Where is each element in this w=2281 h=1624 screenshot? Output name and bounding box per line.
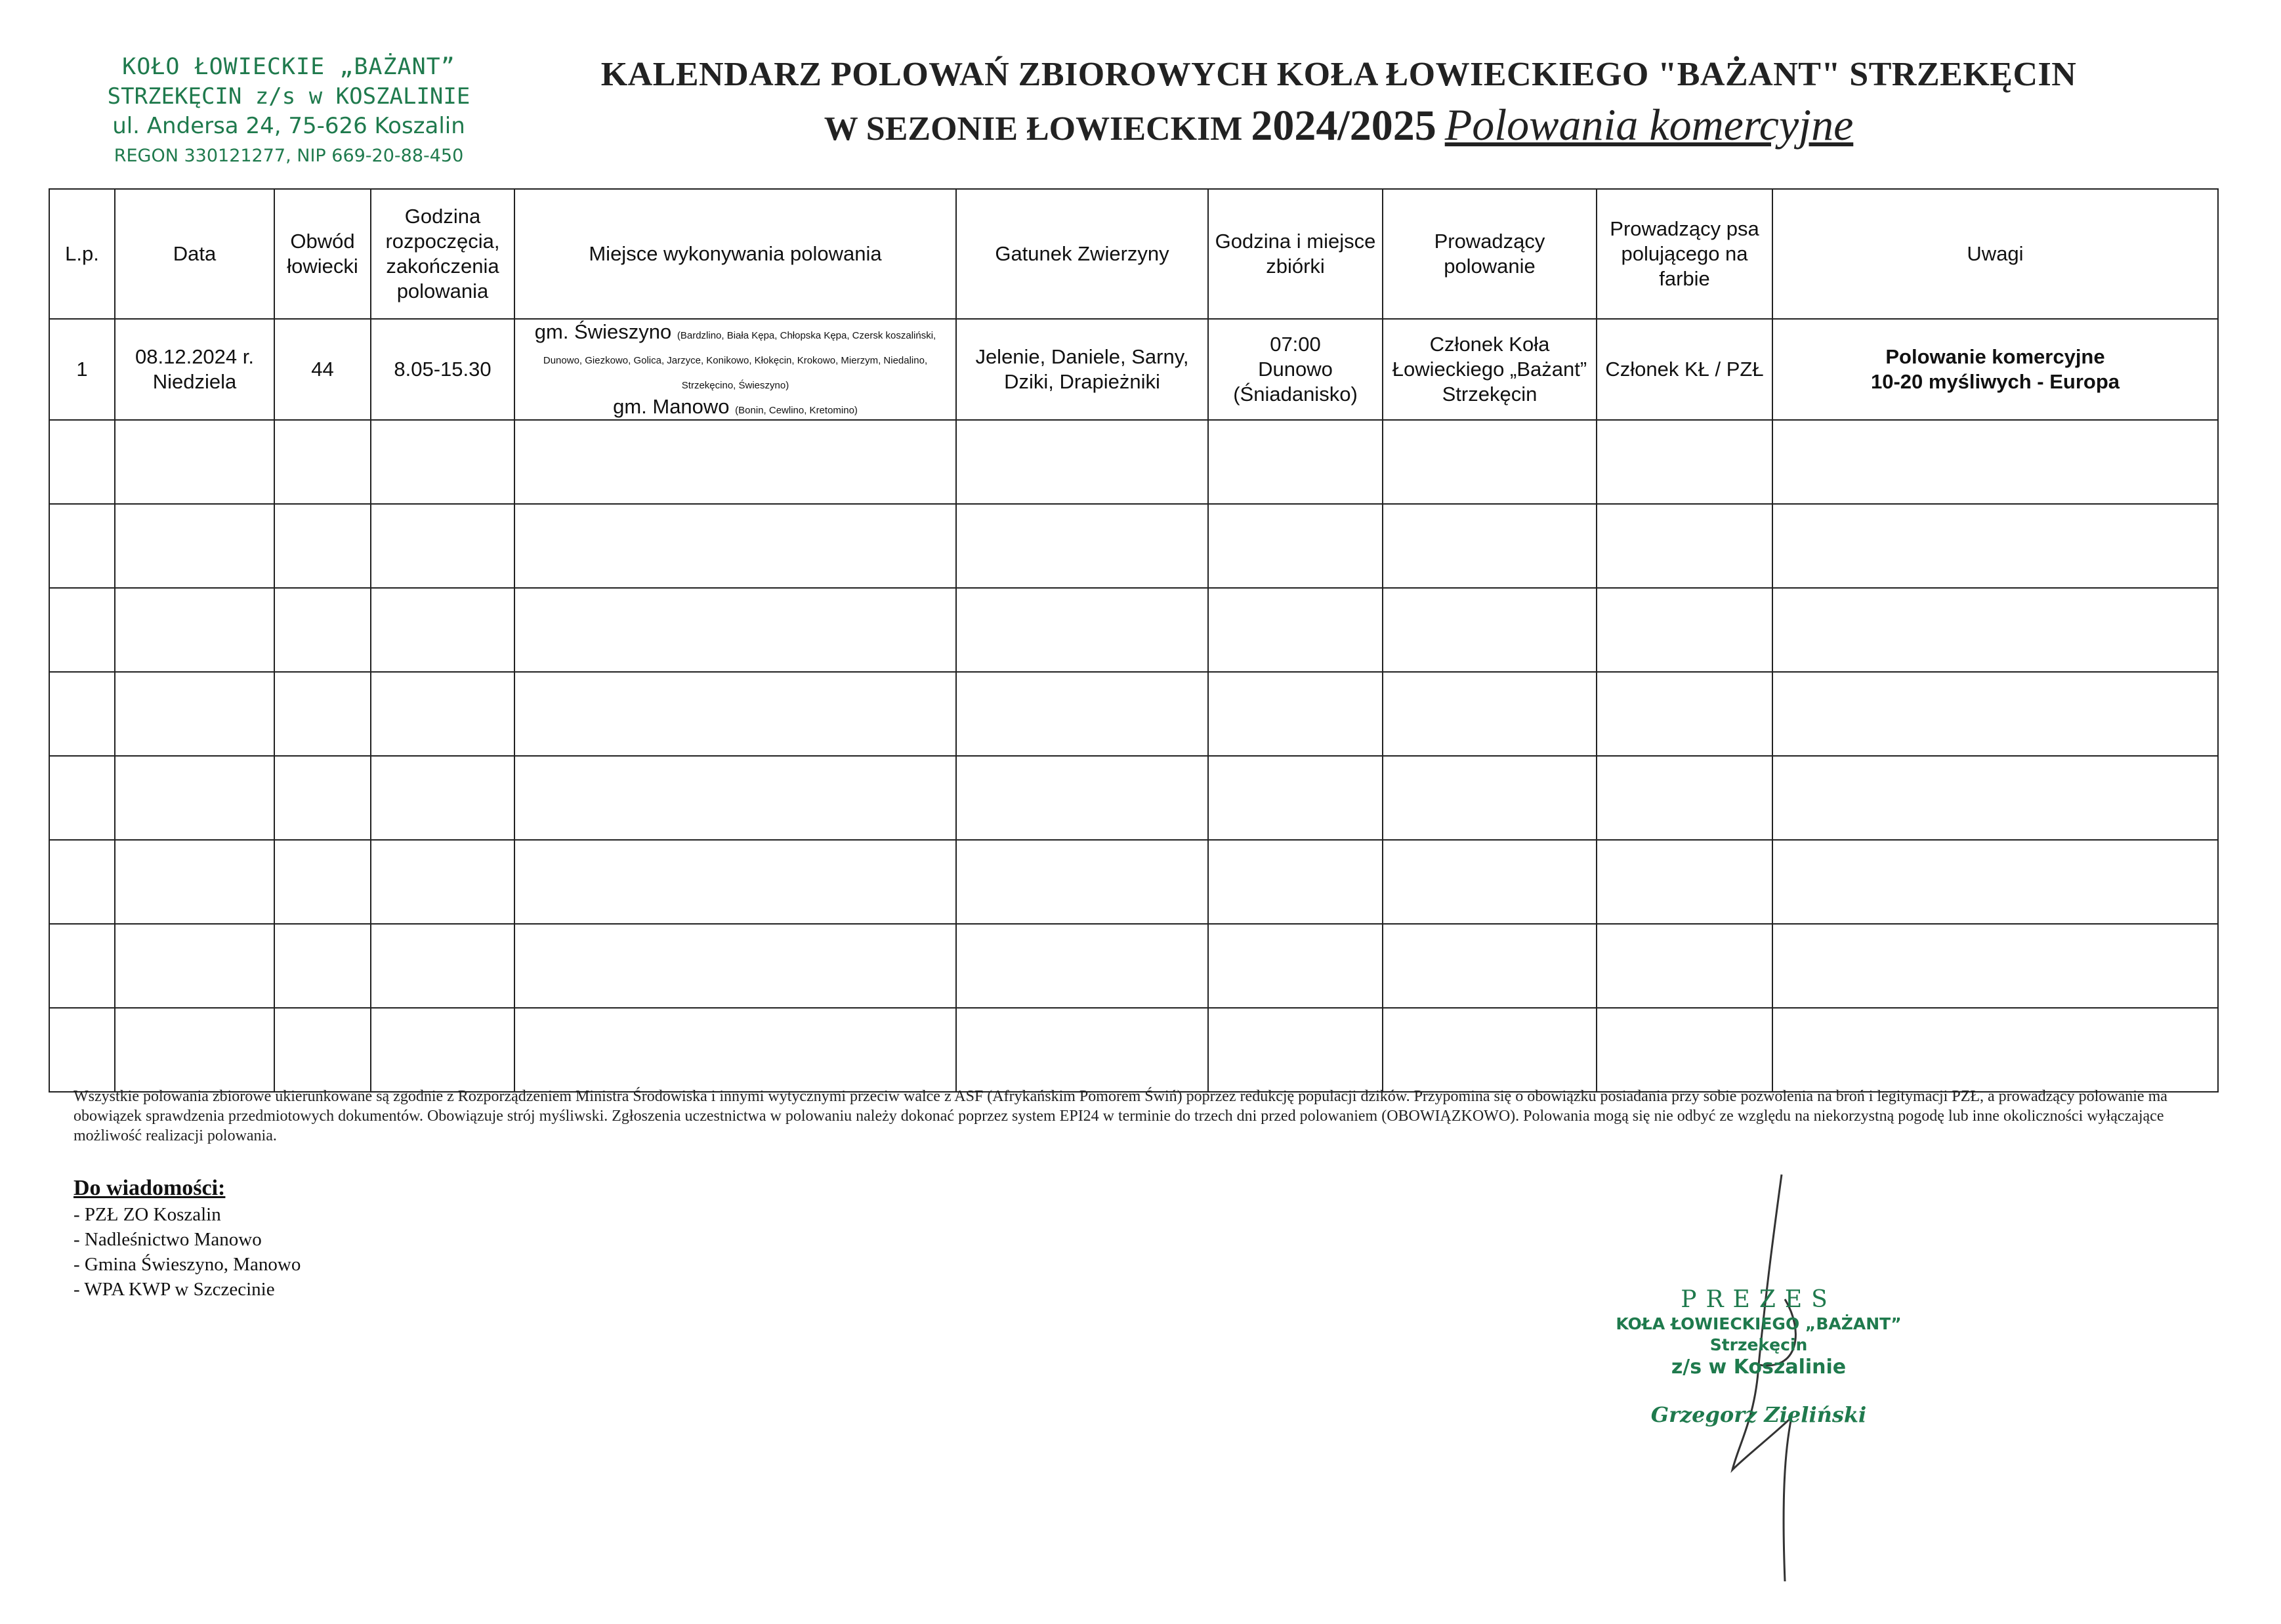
empty-cell (274, 672, 371, 756)
club-stamp (98, 52, 479, 171)
empty-cell (371, 588, 514, 672)
place-gmina-2: gm. Manowo (613, 395, 730, 418)
empty-cell (371, 756, 514, 840)
stamp-org: KOŁA ŁOWIECKIEGO „BAŻANT” Strzekęcin (1616, 1314, 1902, 1354)
stamp-title: PREZES (1681, 1286, 1837, 1313)
header-dog-handler: Prowadzący psa polującego na farbie (1597, 189, 1772, 319)
empty-cell (49, 924, 115, 1008)
empty-cell (956, 504, 1208, 588)
empty-cell (514, 588, 956, 672)
table-row-empty (49, 504, 2218, 588)
empty-cell (514, 924, 956, 1008)
empty-cell (1208, 672, 1383, 756)
empty-cell (1383, 1008, 1597, 1092)
empty-cell (956, 1008, 1208, 1092)
stamp-org-seat: z/s w Koszalinie (1671, 1356, 1847, 1379)
empty-cell (49, 756, 115, 840)
empty-cell (1208, 1008, 1383, 1092)
empty-cell (1383, 756, 1597, 840)
meeting-place: Dunowo (Śniadanisko) (1233, 358, 1358, 406)
empty-cell (956, 924, 1208, 1008)
empty-cell (1597, 1008, 1772, 1092)
header-remarks: Uwagi (1772, 189, 2218, 319)
cell-hours: 8.05-15.30 (371, 319, 514, 420)
empty-cell (115, 924, 274, 1008)
empty-cell (1208, 924, 1383, 1008)
day-value: Niedziela (152, 370, 237, 393)
meeting-time: 07:00 (1270, 333, 1321, 356)
table-row-empty (49, 1008, 2218, 1092)
distribution-item: - PZŁ ZO Koszalin (73, 1204, 221, 1225)
table-row (49, 319, 2218, 420)
empty-cell (115, 588, 274, 672)
empty-cell (115, 1008, 274, 1092)
empty-cell (1208, 588, 1383, 672)
empty-cell (49, 1008, 115, 1092)
empty-cell (1597, 756, 1772, 840)
empty-cell (1383, 924, 1597, 1008)
cell-species: Jelenie, Daniele, Sarny, Dziki, Drapieżniki (956, 319, 1208, 420)
header-place: Miejsce wykonywania polowania (514, 189, 956, 319)
empty-cell (514, 840, 956, 924)
place-gmina-2-villages: (Bonin, Cewlino, Kretomino) (735, 405, 858, 416)
empty-cell (514, 672, 956, 756)
empty-cell (1597, 504, 1772, 588)
notes-paragraph: Wszystkie polowania zbiorowe ukierunkowane są zgodnie z Rozporządzeniem Ministra Środowiska i innymi wytycznymi przeciw walce z ASF (Afrykańskim Pomorem Świń) poprzez redukcję populacji dzików. Przypomina się o obowiązku posiadania przy sobie pozwolenia na broń i legitymacji PZŁ, a prowadzący polowanie ma obowiązek sprawdzenia przedmiotowych dokumentów. Obowiązuje strój myśliwski. Zgłoszenia uczestnictwa w polowaniu należy dokonać poprzez system EPI24 w terminie do trzech dni przed polowaniem (OBOWIĄZKOWO). Polowania mogą się nie odbyć ze względu na niekorzystną pogodę lub inne okoliczności wyłączające możliwość realizacji polowania. (73, 1088, 2167, 1144)
empty-cell (1208, 840, 1383, 924)
empty-cell (1383, 588, 1597, 672)
empty-cell (371, 672, 514, 756)
empty-cell (115, 840, 274, 924)
empty-cell (371, 504, 514, 588)
empty-cell (1383, 504, 1597, 588)
empty-cell (49, 504, 115, 588)
empty-cell (1772, 756, 2218, 840)
title-season: 2024/2025 (1251, 102, 1436, 150)
empty-cell (115, 420, 274, 504)
distribution-list (73, 1175, 301, 1302)
empty-cell (514, 756, 956, 840)
empty-cell (1772, 504, 2218, 588)
place-gmina-1-villages: (Bardzlino, Biała Kępa, Chłopska Kępa, Czersk koszaliński, Dunowo, Giezkowo, Golica, Jarzyce, Konikowo, Kłokęcin, Krokowo, Mierzym, Niedalino, Strzekęcino, Świeszyno) (543, 330, 936, 391)
empty-cell (1772, 420, 2218, 504)
empty-cell (274, 420, 371, 504)
empty-cell (1597, 672, 1772, 756)
empty-cell (956, 840, 1208, 924)
empty-cell (1383, 672, 1597, 756)
title-line-2 (486, 98, 2192, 156)
header-district: Obwód łowiecki (274, 189, 371, 319)
empty-cell (1597, 420, 1772, 504)
table-row-empty (49, 672, 2218, 756)
header-meeting: Godzina i miejsce zbiórki (1208, 189, 1383, 319)
cell-lp: 1 (49, 319, 115, 420)
empty-cell (1208, 756, 1383, 840)
empty-cell (49, 420, 115, 504)
stamp-line-2: STRZEKĘCIN z/s w KOSZALINIE (107, 83, 471, 110)
place-gmina-1: gm. Świeszyno (534, 320, 672, 343)
empty-cell (1597, 588, 1772, 672)
distribution-item: - Nadleśnictwo Manowo (73, 1229, 262, 1250)
empty-cell (1772, 1008, 2218, 1092)
empty-cell (514, 504, 956, 588)
header-lp: L.p. (49, 189, 115, 319)
header-date: Data (115, 189, 274, 319)
empty-cell (274, 924, 371, 1008)
distribution-item: - WPA KWP w Szczecinie (73, 1279, 275, 1300)
empty-cell (1772, 840, 2218, 924)
header-hours: Godzina rozpoczęcia, zakończenia polowania (371, 189, 514, 319)
empty-cell (371, 420, 514, 504)
empty-cell (49, 672, 115, 756)
stamp-line-1: KOŁO ŁOWIECKIE „BAŻANT” (122, 54, 455, 80)
empty-cell (1772, 588, 2218, 672)
table-row-empty (49, 756, 2218, 840)
cell-date (115, 319, 274, 420)
table-row-empty (49, 924, 2218, 1008)
table-row-empty (49, 588, 2218, 672)
title-subtitle: Polowania komercyjne (1444, 100, 1854, 150)
cell-leader: Członek Koła Łowieckiego „Bażant” Strzekęcin (1383, 319, 1597, 420)
empty-cell (1383, 840, 1597, 924)
hunting-calendar-table (49, 188, 2219, 1093)
empty-cell (1208, 504, 1383, 588)
empty-cell (274, 588, 371, 672)
empty-cell (956, 756, 1208, 840)
empty-cell (1772, 672, 2218, 756)
empty-cell (274, 504, 371, 588)
date-value: 08.12.2024 r. (135, 345, 254, 368)
cell-place (514, 319, 956, 420)
empty-cell (1772, 924, 2218, 1008)
empty-cell (371, 1008, 514, 1092)
empty-cell (274, 840, 371, 924)
empty-cell (956, 672, 1208, 756)
empty-cell (49, 588, 115, 672)
remarks-line-2: 10-20 myśliwych - Europa (1870, 370, 2120, 393)
distribution-heading: Do wiadomości: (73, 1176, 226, 1200)
empty-cell (115, 504, 274, 588)
empty-cell (1383, 420, 1597, 504)
table-row-empty (49, 840, 2218, 924)
header-species: Gatunek Zwierzyny (956, 189, 1208, 319)
empty-cell (49, 840, 115, 924)
title-line-1: KALENDARZ POLOWAŃ ZBIOROWYCH KOŁA ŁOWIECKIEGO "BAŻANT" STRZEKĘCIN (600, 56, 2077, 93)
empty-cell (956, 420, 1208, 504)
cell-meeting (1208, 319, 1383, 420)
stamp-president-name: Grzegorz Zieliński (1650, 1402, 1867, 1427)
cell-dog-handler: Członek KŁ / PZŁ (1597, 319, 1772, 420)
cell-remarks (1772, 319, 2218, 420)
title-prefix: W SEZONIE ŁOWIECKIM (824, 110, 1243, 148)
table-row-empty (49, 420, 2218, 504)
stamp-line-3: ul. Andersa 24, 75-626 Koszalin (112, 113, 465, 139)
distribution-item: - Gmina Świeszyno, Manowo (73, 1254, 301, 1275)
empty-cell (274, 756, 371, 840)
empty-cell (371, 840, 514, 924)
empty-cell (514, 1008, 956, 1092)
stamp-line-4: REGON 330121277, NIP 669-20-88-450 (114, 146, 464, 166)
document-title (486, 51, 2192, 156)
empty-cell (274, 1008, 371, 1092)
empty-cell (1597, 840, 1772, 924)
empty-cell (115, 756, 274, 840)
empty-cell (514, 420, 956, 504)
table-header-row (49, 189, 2218, 319)
header-leader: Prowadzący polowanie (1383, 189, 1597, 319)
empty-cell (371, 924, 514, 1008)
empty-cell (956, 588, 1208, 672)
empty-cell (1208, 420, 1383, 504)
president-stamp (1575, 1286, 1942, 1428)
cell-district: 44 (274, 319, 371, 420)
empty-cell (115, 672, 274, 756)
remarks-line-1: Polowanie komercyjne (1885, 345, 2105, 368)
empty-cell (1597, 924, 1772, 1008)
